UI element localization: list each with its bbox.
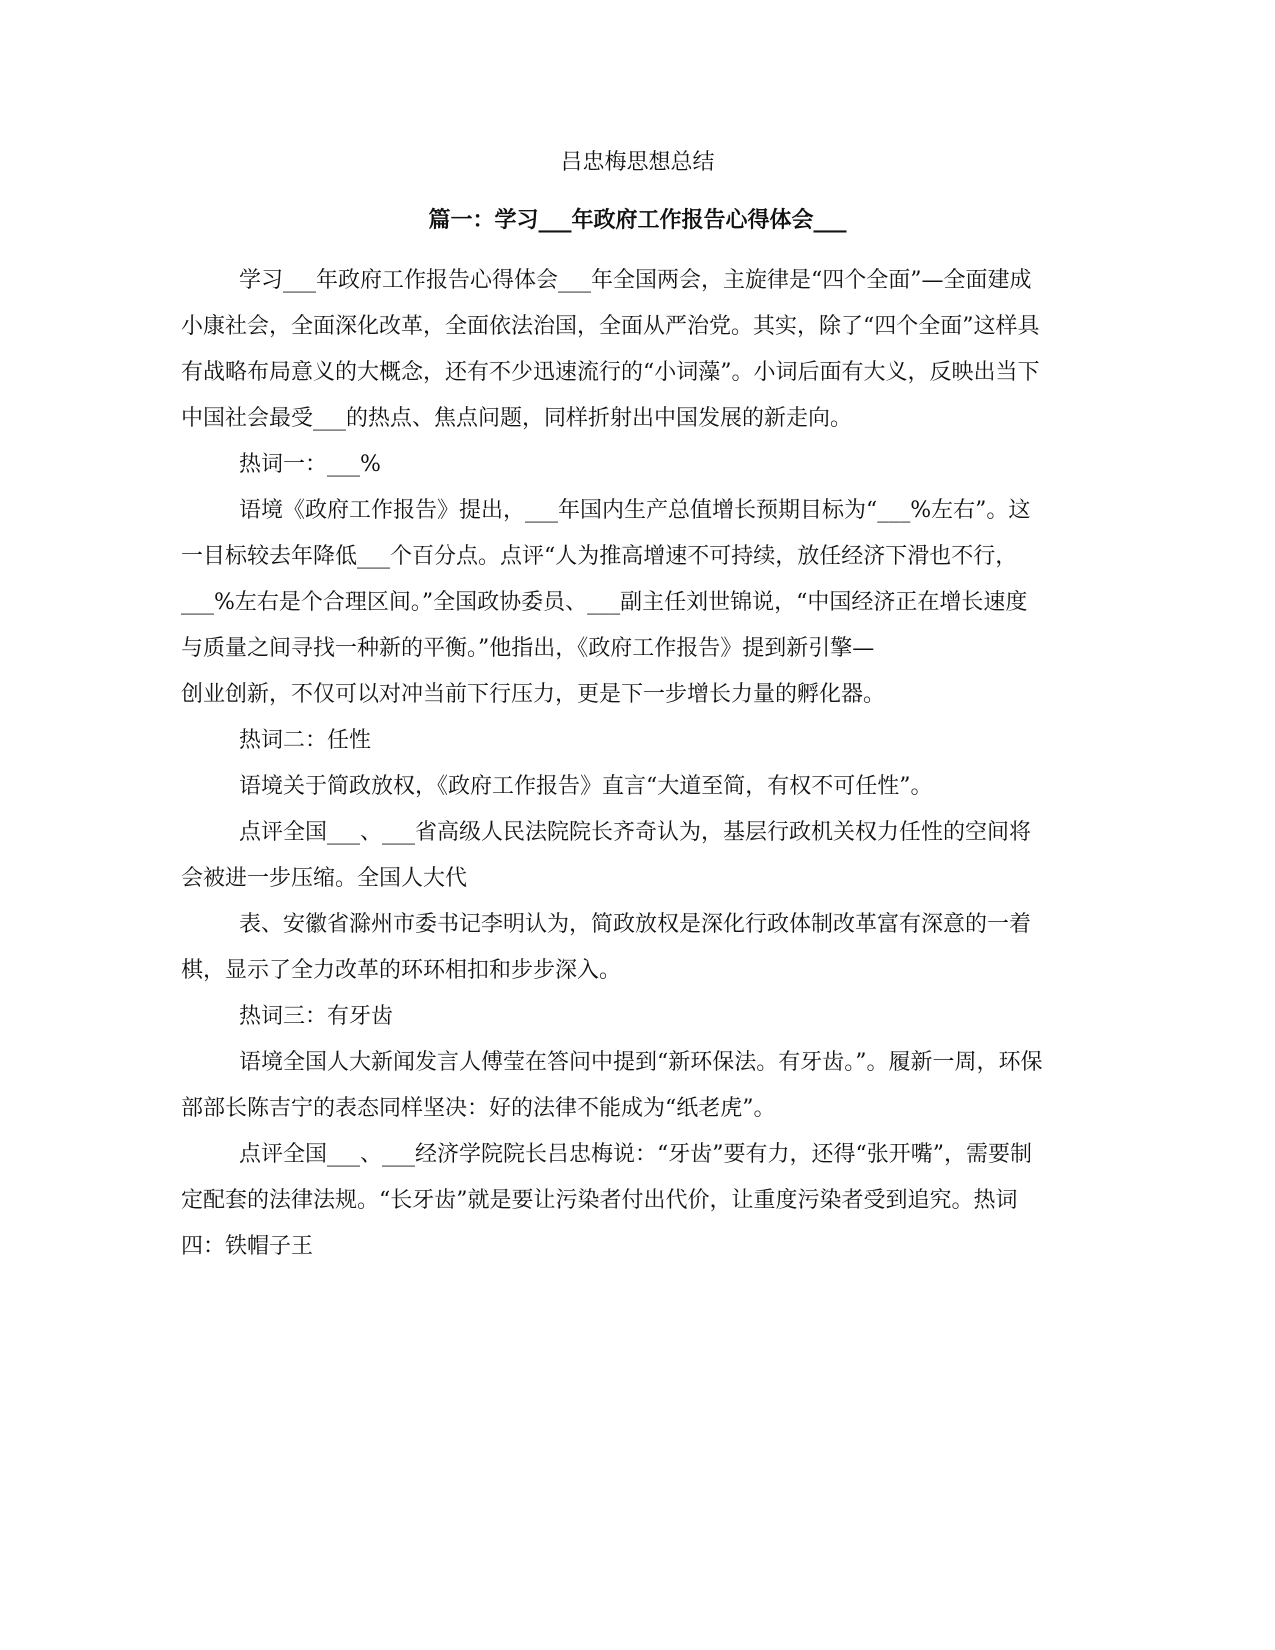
paragraph: 热词二：任性 [239,728,372,753]
paragraph: 语境全国人大新闻发言人傅莹在答问中提到“新环保法。有牙齿。”。履新一周，环保部部长陈吉宁的表态同样坚决：好的法律不能成为“纸老虎”。 [181,1050,1043,1121]
paragraph: 语境《政府工作报告》提出，___年国内生产总值增长预期目标为“___%左右”。这一目标较去年降低___个百分点。点评“人为推高增速不可持续，放任经济下滑也不行，___%左右是个合理区间。”全国政协委员、___副主任刘世锦说，“中国经济正在增长速度与质量之间寻找一种新的平衡。”他指出，《政府工作报告》提到新引擎— [181,498,1031,661]
paragraph: 热词三：有牙齿 [239,1004,394,1029]
document-title: 吕忠梅思想总结 [560,150,715,175]
section-heading: 篇一：学习___年政府工作报告心得体会___ [428,207,847,233]
paragraph: 创业创新，不仅可以对冲当前下行压力，更是下一步增长力量的孵化器。 [181,682,886,707]
paragraph: 点评全国___、___省高级人民法院院长齐奇认为，基层行政机关权力任性的空间将会被进一步压缩。全国人大代 [181,820,1032,891]
document-body [181,258,1043,1270]
paragraph: 学习___年政府工作报告心得体会___年全国两会，主旋律是“四个全面”—全面建成小康社会，全面深化改革，全面依法治国，全面从严治党。其实，除了“四个全面”这样具有战略布局意义的大概念，还有不少迅速流行的“小词藻”。小词后面有大义，反映出当下中国社会最受___的热点、焦点问题，同样折射出中国发展的新走向。 [181,268,1040,431]
paragraph: 表、安徽省滁州市委书记李明认为，简政放权是深化行政体制改革富有深意的一着棋，显示了全力改革的环环相扣和步步深入。 [181,912,1032,983]
paragraph: 点评全国___、___经济学院院长吕忠梅说：“牙齿”要有力，还得“张开嘴”，需要制定配套的法律法规。“长牙齿”就是要让污染者付出代价，让重度污染者受到追究。热词四：铁帽子王 [181,1142,1032,1259]
paragraph: 热词一：___% [239,452,381,477]
paragraph: 语境关于简政放权，《政府工作报告》直言“大道至简，有权不可任性”。 [239,774,933,799]
